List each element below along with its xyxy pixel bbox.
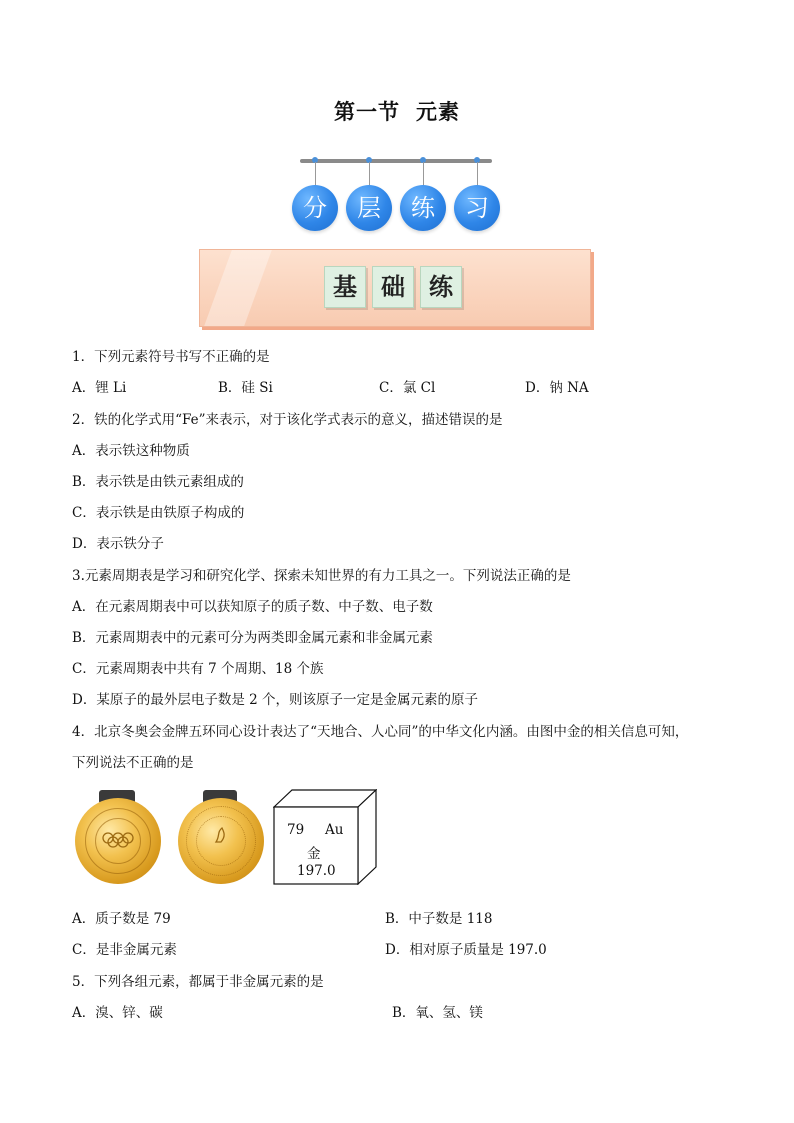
q4-option-b: B．中子数是 118 xyxy=(385,911,493,927)
question-4-stem-line-2: 下列说法不正确的是 xyxy=(72,755,194,771)
q5-option-a: A．溴、锌、碳 xyxy=(72,1005,163,1021)
question-1-stem: 1．下列元素符号书写不正确的是 xyxy=(72,349,270,365)
badge-lian: 练 xyxy=(400,185,446,231)
element-atomic-number: 79 xyxy=(287,822,305,838)
badge-fen: 分 xyxy=(292,185,338,231)
basic-practice-banner xyxy=(199,249,591,327)
q1-option-b: B．硅 Si xyxy=(218,380,273,396)
hanging-rail xyxy=(300,159,492,163)
page-title xyxy=(0,96,794,126)
banner-tile-lian: 练 xyxy=(420,266,462,308)
q3-option-c: C．元素周期表中共有 7 个周期、18 个族 xyxy=(72,661,324,677)
hanging-string xyxy=(423,162,424,186)
q4-option-c: C．是非金属元素 xyxy=(72,942,177,958)
hanging-string xyxy=(315,162,316,186)
question-3-stem: 3.元素周期表是学习和研究化学、探索未知世界的有力工具之一。下列说法正确的是 xyxy=(72,568,571,584)
banner-shine xyxy=(204,250,272,326)
hanging-string xyxy=(369,162,370,186)
beijing-emblem-icon xyxy=(212,824,230,846)
question-4-stem-line-1: 4．北京冬奥会金牌五环同心设计表达了“天地合、人心同”的中华文化内涵。由图中金的相关信息可知， xyxy=(72,724,689,740)
q2-option-a: A．表示铁这种物质 xyxy=(72,443,190,459)
title-topic: 元素 xyxy=(416,100,460,124)
element-atomic-mass: 197.0 xyxy=(297,863,336,879)
q3-option-a: A．在元素周期表中可以获知原子的质子数、中子数、电子数 xyxy=(72,599,433,615)
q3-option-b: B．元素周期表中的元素可分为两类即金属元素和非金属元素 xyxy=(72,630,433,646)
q5-option-b: B．氧、氢、镁 xyxy=(392,1005,483,1021)
question-2-stem: 2．铁的化学式用“Fe”来表示，对于该化学式表示的意义，描述错误的是 xyxy=(72,412,503,428)
question-5-stem: 5．下列各组元素，都属于非金属元素的是 xyxy=(72,974,324,990)
title-section: 第一节 xyxy=(334,100,400,124)
badge-xi: 习 xyxy=(454,185,500,231)
banner-tile-ji: 基 xyxy=(324,266,366,308)
q1-option-d: D．钠 NA xyxy=(525,380,589,396)
q1-option-c: C．氯 Cl xyxy=(379,380,436,396)
olympic-rings-icon xyxy=(101,832,135,848)
q2-option-c: C．表示铁是由铁原子构成的 xyxy=(72,505,245,521)
badge-ceng: 层 xyxy=(346,185,392,231)
element-name: 金 xyxy=(307,846,321,862)
q3-option-d: D．某原子的最外层电子数是 2 个，则该原子一定是金属元素的原子 xyxy=(72,692,478,708)
q2-option-d: D．表示铁分子 xyxy=(72,536,164,552)
q4-option-a: A．质子数是 79 xyxy=(72,911,171,927)
element-card-gold xyxy=(273,789,377,885)
hanging-string xyxy=(477,162,478,186)
q1-option-a: A．锂 Li xyxy=(72,380,127,396)
banner-tile-chu: 础 xyxy=(372,266,414,308)
element-symbol: Au xyxy=(325,822,344,838)
q2-option-b: B．表示铁是由铁元素组成的 xyxy=(72,474,244,490)
q4-option-d: D．相对原子质量是 197.0 xyxy=(385,942,547,958)
